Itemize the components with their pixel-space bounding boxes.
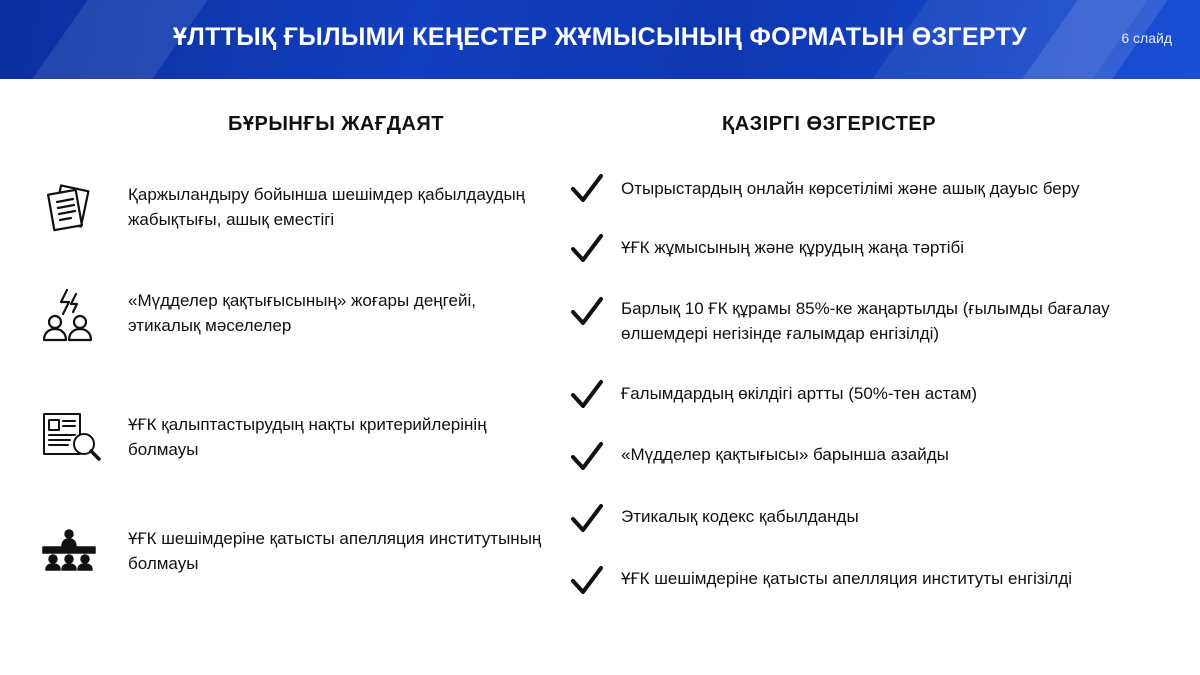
documents-icon bbox=[40, 182, 100, 242]
list-item-text: Қаржыландыру бойынша шешімдер қабылдаудың жабықтығы, ашық еместігі bbox=[128, 185, 526, 229]
slide-header bbox=[0, 0, 1200, 79]
list-item bbox=[40, 526, 540, 596]
checkmark-icon bbox=[570, 173, 604, 203]
list-item bbox=[40, 182, 540, 252]
list-item-text: ҰҒК шешімдеріне қатысты апелляция институтының болмауы bbox=[128, 529, 542, 573]
conflict-people-icon bbox=[40, 288, 100, 348]
council-meeting-icon bbox=[40, 526, 100, 586]
right-column-title: ҚАЗІРГІ ӨЗГЕРІСТЕР bbox=[722, 113, 937, 135]
list-item-text: Отырыстардың онлайн көрсетілімі және ашық дауыс беру bbox=[621, 179, 1080, 198]
list-item bbox=[40, 412, 540, 482]
left-column-title: БҰРЫНҒЫ ЖАҒДАЯТ bbox=[228, 113, 444, 135]
checkmark-icon bbox=[570, 296, 604, 326]
list-item-text: ҰҒК шешімдеріне қатысты апелляция институты енгізілді bbox=[621, 569, 1073, 588]
list-item-text: «Мүдделер қақтығысы» барынша азайды bbox=[621, 445, 949, 464]
slide-number: 6 слайд bbox=[1121, 30, 1172, 46]
list-item-text: Барлық 10 ҒК құрамы 85%-ке жаңартылды (ғылымды бағалау өлшемдері негізінде ғалымдар енгізілді) bbox=[621, 299, 1110, 343]
list-item-text: «Мүдделер қақтығысының» жоғары деңгейі, этикалық мәселелер bbox=[128, 291, 476, 335]
checkmark-icon bbox=[570, 441, 604, 471]
document-magnifier-icon bbox=[40, 412, 100, 472]
list-item bbox=[40, 288, 540, 358]
list-item-text: Ғалымдардың өкілдігі артты (50%-тен астам) bbox=[621, 384, 978, 403]
checkmark-icon bbox=[570, 565, 604, 595]
checkmark-icon bbox=[570, 503, 604, 533]
list-item-text: ҰҒК жұмысының және құрудың жаңа тәртібі bbox=[621, 238, 965, 257]
checkmark-icon bbox=[570, 379, 604, 409]
list-item-text: ҰҒК қалыптастырудың нақты критерийлерінің болмауы bbox=[128, 415, 487, 459]
slide-title: ҰЛТТЫҚ ҒЫЛЫМИ КЕҢЕСТЕР ЖҰМЫСЫНЫҢ ФОРМАТЫН ӨЗГЕРТУ bbox=[173, 23, 1027, 51]
list-item-text: Этикалық кодекс қабылданды bbox=[621, 507, 859, 526]
checkmark-icon bbox=[570, 233, 604, 263]
